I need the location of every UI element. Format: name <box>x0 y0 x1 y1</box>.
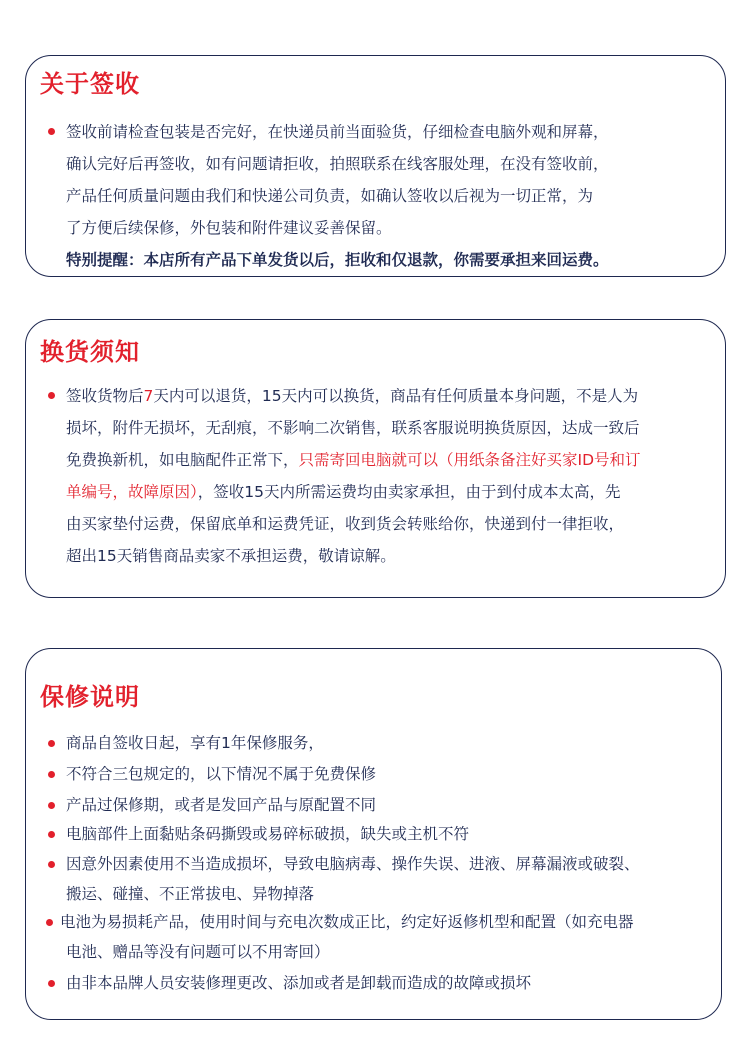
highlight-text: 单编号，故障原因） <box>66 483 198 501</box>
list-item-text: 电池为易损耗产品，使用时间与充电次数成正比，约定好返修机型和配置（如充电器 <box>60 913 634 931</box>
text-line <box>66 476 706 508</box>
list-item-text: 搬运、碰撞、不正常拔电、异物掉落 <box>66 885 315 903</box>
bullet-icon <box>48 980 55 987</box>
special-notice: 特别提醒：本店所有产品下单发货以后，拒收和仅退款，你需要承担来回运费。 <box>66 251 609 269</box>
section-title: 换货须知 <box>40 338 140 366</box>
highlight-text: 7 <box>143 387 154 405</box>
bullet-icon <box>48 128 55 135</box>
list-item-text: 电池、赠品等没有问题可以不用寄回） <box>66 943 330 961</box>
text-segment: ，签收15天内所需运费均由卖家承担，由于到付成本太高，先 <box>197 483 621 501</box>
text-line: 了方便后续保修，外包装和附件建议妥善保留。 <box>66 219 392 237</box>
text-line: 由买家垫付运费，保留底单和运费凭证，收到货会转账给你，快递到付一律拒收， <box>66 515 625 533</box>
exchange-section <box>25 319 726 598</box>
list-item-text: 因意外因素使用不当造成损坏，导致电脑病毒、操作失误、进液、屏幕漏液或破裂、 <box>66 855 640 873</box>
exchange-paragraph <box>66 380 706 572</box>
list-item-text: 产品过保修期，或者是发回产品与原配置不同 <box>66 796 377 814</box>
text-line: 损坏，附件无损坏，无刮痕，不影响二次销售，联系客服说明换货原因，达成一致后 <box>66 419 640 437</box>
bullet-icon <box>46 919 53 926</box>
bullet-icon <box>48 392 55 399</box>
list-item-text: 由非本品牌人员安装修理更改、添加或者是卸载而造成的故障或损坏 <box>66 974 532 992</box>
bullet-icon <box>48 740 55 747</box>
bullet-icon <box>48 771 55 778</box>
text-segment: 签收货物后 <box>66 387 144 405</box>
list-item-text: 电脑部件上面黏贴条码撕毁或易碎标破损，缺失或主机不符 <box>66 825 470 843</box>
highlight-text: 只需寄回电脑就可以（用纸条备注好买家ID号和订 <box>298 451 641 469</box>
text-line <box>66 444 706 476</box>
bullet-icon <box>48 802 55 809</box>
text-line: 确认完好后再签收，如有问题请拒收，拍照联系在线客服处理，在没有签收前， <box>66 155 609 173</box>
section-title: 关于签收 <box>40 70 140 98</box>
section-title: 保修说明 <box>40 683 140 711</box>
sign-paragraph <box>66 116 706 276</box>
sign-section <box>25 55 726 277</box>
text-line: 超出15天销售商品卖家不承担运费，敬请谅解。 <box>66 547 396 565</box>
text-line: 签收前请检查包装是否完好，在快递员前当面验货，仔细检查电脑外观和屏幕， <box>66 123 609 141</box>
list-item-text: 商品自签收日起，享有1年保修服务， <box>66 734 324 752</box>
list-item-text: 不符合三包规定的，以下情况不属于免费保修 <box>66 765 377 783</box>
text-line <box>66 380 706 412</box>
text-line: 产品任何质量问题由我们和快递公司负责，如确认签收以后视为一切正常，为 <box>66 187 594 205</box>
warranty-section <box>25 648 722 1020</box>
bullet-icon <box>48 861 55 868</box>
bullet-icon <box>48 831 55 838</box>
text-segment: 天内可以退货，15天内可以换货，商品有任何质量本身问题，不是人为 <box>153 387 639 405</box>
text-segment: 免费换新机，如电脑配件正常下， <box>66 451 299 469</box>
